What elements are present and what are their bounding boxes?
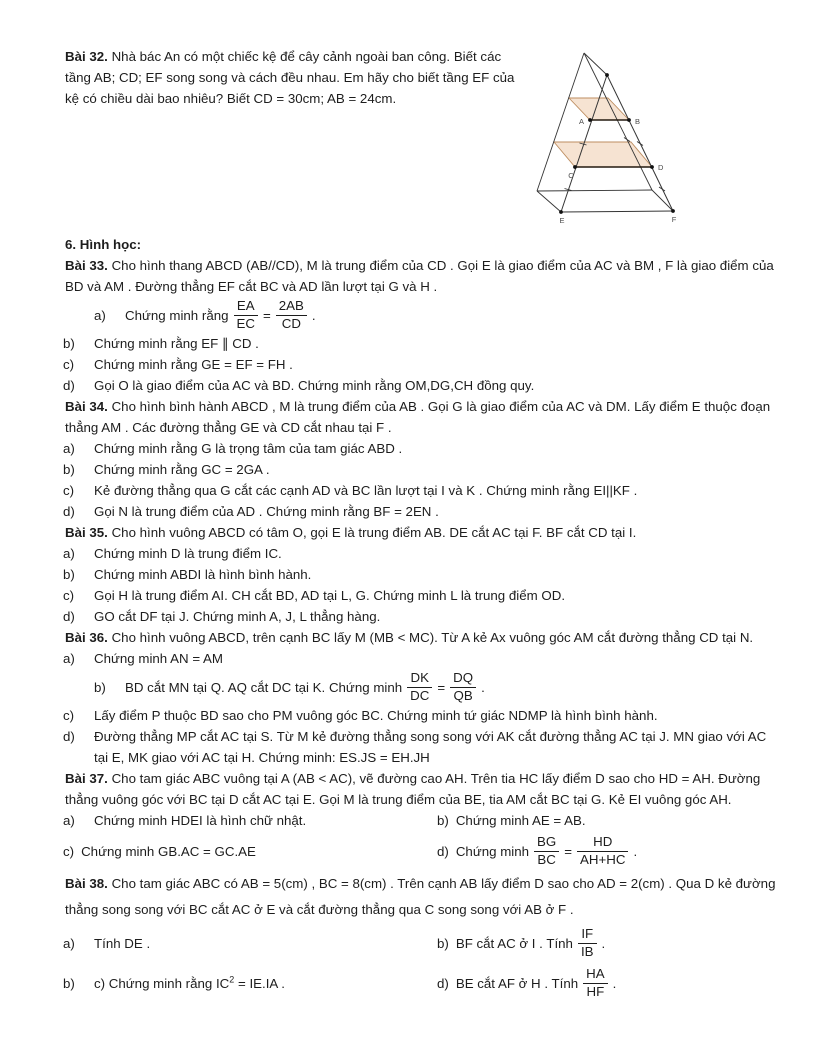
item-34c [63, 480, 782, 501]
item-36c-marker: c) [63, 708, 75, 723]
problem-34-label: Bài 34. [65, 399, 108, 414]
item-35a-marker: a) [63, 546, 75, 561]
problem-32-text: Nhà bác An có một chiếc kệ để cây cảnh ngoài ban công. Biết các tầng AB; CD; EF song song và cách đều nhau. Em hãy cho biết tầng EF của kệ có chiều dài bao nhiêu? Biết CD = 30cm; AB = 24cm. [65, 49, 515, 106]
item-35d [63, 606, 782, 627]
item-37c [63, 831, 437, 871]
problem-35-label: Bài 35. [65, 525, 108, 540]
item-36c [63, 705, 782, 726]
item-35b [63, 564, 782, 585]
item-37a-text: Chứng minh HDEI là hình chữ nhật. [94, 813, 307, 828]
item-38a [63, 923, 437, 963]
item-38c-text: c) Chứng minh rằng $IC^2 = IE.IA$ . [94, 974, 285, 991]
item-35d-marker: d) [63, 609, 75, 624]
item-36c-text: Lấy điểm P thuộc BD sao cho PM vuông góc BC. Chứng minh tứ giác NDMP là hình bình hành. [94, 708, 658, 723]
label-B: B [635, 117, 641, 126]
problem-32-block [40, 46, 782, 234]
item-36b-pre: BD cắt MN tại Q. AQ cắt DC tại K. Chứng minh [125, 679, 403, 695]
item-34a-marker: a) [63, 441, 75, 456]
item-36b-marker: b) [94, 679, 106, 695]
item-37b-text: Chứng minh AE = AB. [455, 813, 586, 828]
item-33a [63, 297, 782, 333]
item-38c-marker: b) [63, 975, 75, 991]
item-38d [437, 963, 782, 1003]
item-37d-pre: Chứng minh [455, 843, 530, 859]
item-33b-text: Chứng minh rằng EF ∥ CD . [94, 336, 259, 351]
section-heading: 6. Hình học: [65, 237, 142, 252]
item-34d-text: Gọi N là trung điểm của AD . Chứng minh rằng BF = 2EN . [94, 504, 439, 519]
item-35a [63, 543, 782, 564]
problem-32-label: Bài 32. [65, 49, 108, 64]
fraction-HA-HF: $\frac{HA}{HF}$ [583, 966, 607, 1000]
problem-38-row-ab [63, 923, 782, 963]
item-37d [437, 831, 782, 871]
problem-34-text: Cho hình bình hành ABCD , M là trung điểm của AB . Gọi G là giao điểm của AC và DM. Lấy điểm E thuộc đoạn thẳng AM . Các đường thẳng GE và CD cắt nhau tại F . [65, 399, 771, 435]
frame-connectors [537, 53, 673, 212]
fraction-HD-AHHC: $\frac{HD}{AH+HC}$ [577, 834, 628, 868]
item-37a-marker: a) [63, 813, 75, 828]
item-38b-pre: BF cắt AC ở I . Tính [455, 935, 573, 951]
label-E: E [559, 216, 565, 225]
item-33b-marker: b) [63, 336, 75, 351]
item-33a-post: . [311, 307, 316, 323]
item-38c [63, 963, 437, 1003]
item-38b [437, 923, 782, 963]
fraction-EA-EC: $\frac{EA}{EC}$ [234, 298, 258, 332]
problem-37-text: Cho tam giác ABC vuông tại A (AB < AC), vẽ đường cao AH. Trên tia HC lấy điểm D sao cho HD = AH. Đường thẳng vuông góc với BC tại D cắt AC tại E. Gọi M là trung điểm của BE, tia AM cắt BC tại G. Kẻ EI vuông góc AH. [65, 771, 761, 807]
item-34b [63, 459, 782, 480]
problem-37-row-cd [63, 831, 782, 871]
item-33a-pre: Chứng minh rằng [125, 307, 229, 323]
item-33c-text: Chứng minh rằng GE = EF = FH . [94, 357, 293, 372]
figure-labels [559, 117, 676, 225]
item-34c-text: Kẻ đường thẳng qua G cắt các cạnh AD và BC lần lượt tại I và K . Chứng minh rằng EI||KF . [94, 483, 638, 498]
item-36b-post: . [481, 679, 485, 695]
problem-36-label: Bài 36. [65, 630, 108, 645]
item-34c-marker: c) [63, 483, 75, 498]
item-36a [63, 648, 782, 669]
problem-36-text: Cho hình vuông ABCD, trên cạnh BC lấy M (MB < MC). Từ A kẻ Ax vuông góc AM cắt đường thẳng CD tại N. [107, 630, 754, 645]
item-38b-marker: b) [437, 935, 449, 951]
problem-37-row-ab [63, 810, 782, 831]
equals-sign: = [564, 843, 573, 859]
problem-35-text: Cho hình vuông ABCD có tâm O, gọi E là trung điểm AB. DE cắt AC tại F. BF cắt CD tại I. [107, 525, 637, 540]
problem-38-intro [65, 871, 782, 923]
equals-sign: = [263, 307, 271, 323]
item-35c [63, 585, 782, 606]
problem-37-intro [65, 768, 782, 810]
fraction-DQ-QB: $\frac{DQ}{QB}$ [450, 670, 476, 704]
shelf-figure [526, 40, 702, 236]
fraction-DK-DC: $\frac{DK}{DC}$ [407, 670, 432, 704]
problem-37-label: Bài 37. [65, 771, 108, 786]
label-C: C [568, 171, 574, 180]
problem-33-text: Cho hình thang ABCD (AB//CD), M là trung điểm của CD . Gọi E là giao điểm của AC và BM , F là giao điểm của BD và AM . Đường thẳng EF cắt BC và AD lần lượt tại G và H . [65, 258, 774, 294]
problem-32-paragraph [65, 46, 527, 109]
item-36a-text: Chứng minh AN = AM [94, 651, 224, 666]
item-35b-text: Chứng minh ABDI là hình bình hành. [94, 567, 312, 582]
item-35c-text: Gọi H là trung điểm AI. CH cắt BD, AD tại L, G. Chứng minh L là trung điểm OD. [94, 588, 566, 603]
item-36d-text: Đường thẳng MP cắt AC tại S. Từ M kẻ đường thẳng song song với AK cắt đường thẳng AC tại J. MN giao với AC tại E, MK giao với AC tại H. Chứng minh: ES.JS = EH.JH [94, 729, 767, 765]
label-A: A [578, 117, 584, 126]
item-34d [63, 501, 782, 522]
item-35c-marker: c) [63, 588, 75, 603]
item-38b-post: . [601, 935, 606, 951]
item-38d-post: . [612, 975, 617, 991]
item-35a-text: Chứng minh D là trung điểm IC. [94, 546, 282, 561]
item-33b [63, 333, 782, 354]
fraction-IF-IB: $\frac{IF}{IB}$ [578, 926, 597, 960]
item-33d [63, 375, 782, 396]
label-F: F [671, 215, 677, 224]
item-36b [63, 669, 782, 705]
item-38a-marker: a) [63, 935, 75, 951]
squared-exponent: 2 [229, 974, 235, 985]
item-37b [437, 810, 782, 831]
item-34b-marker: b) [63, 462, 75, 477]
item-33c [63, 354, 782, 375]
item-34b-text: Chứng minh rằng GC = 2GA . [94, 462, 270, 477]
item-37d-marker: d) [437, 843, 449, 859]
item-34d-marker: d) [63, 504, 75, 519]
item-38d-marker: d) [437, 975, 449, 991]
problem-33-intro [65, 255, 782, 297]
item-36d [63, 726, 782, 768]
item-38a-text: Tính DE . [94, 935, 151, 951]
item-33a-marker: a) [94, 307, 106, 323]
item-37a [63, 810, 437, 831]
item-35b-marker: b) [63, 567, 75, 582]
item-35d-text: GO cắt DF tại J. Chứng minh A, J, L thẳng hàng. [94, 609, 381, 624]
fraction-BG-BC: $\frac{BG}{BC}$ [534, 834, 559, 868]
item-38d-pre: BE cắt AF ở H . Tính [455, 975, 579, 991]
item-37c-text: Chứng minh GB.AC = GC.AE [81, 843, 256, 859]
problem-38-text: Cho tam giác ABC có AB = 5(cm) , BC = 8(cm) . Trên cạnh AB lấy điểm D sao cho AD = 2(cm) . Qua D kẻ đường thẳng song song với BC cắt AC ở E và cắt đường thẳng qua C song song với AB ở F . [65, 876, 776, 917]
item-37b-marker: b) [437, 813, 449, 828]
problem-38-row-cd [63, 963, 782, 1003]
fraction-2AB-CD: $\frac{2AB}{CD}$ [276, 298, 307, 332]
item-37c-marker: c) [63, 843, 75, 859]
problem-33-label: Bài 33. [65, 258, 108, 273]
item-34a-text: Chứng minh rằng G là trọng tâm của tam giác ABD . [94, 441, 403, 456]
item-33d-text: Gọi O là giao điểm của AC và BD. Chứng minh rằng OM,DG,CH đồng quy. [94, 378, 535, 393]
item-34a [63, 438, 782, 459]
item-33c-marker: c) [63, 357, 75, 372]
problem-35-intro [65, 522, 782, 543]
equals-sign: = [437, 679, 446, 695]
shelf-middle-surface [554, 142, 652, 167]
item-36d-marker: d) [63, 729, 75, 744]
problem-36-intro [65, 627, 782, 648]
label-D: D [658, 163, 664, 172]
item-36a-marker: a) [63, 651, 75, 666]
problem-38-label: Bài 38. [65, 876, 108, 891]
item-37d-post: . [633, 843, 638, 859]
problem-34-intro [65, 396, 782, 438]
item-33d-marker: d) [63, 378, 75, 393]
